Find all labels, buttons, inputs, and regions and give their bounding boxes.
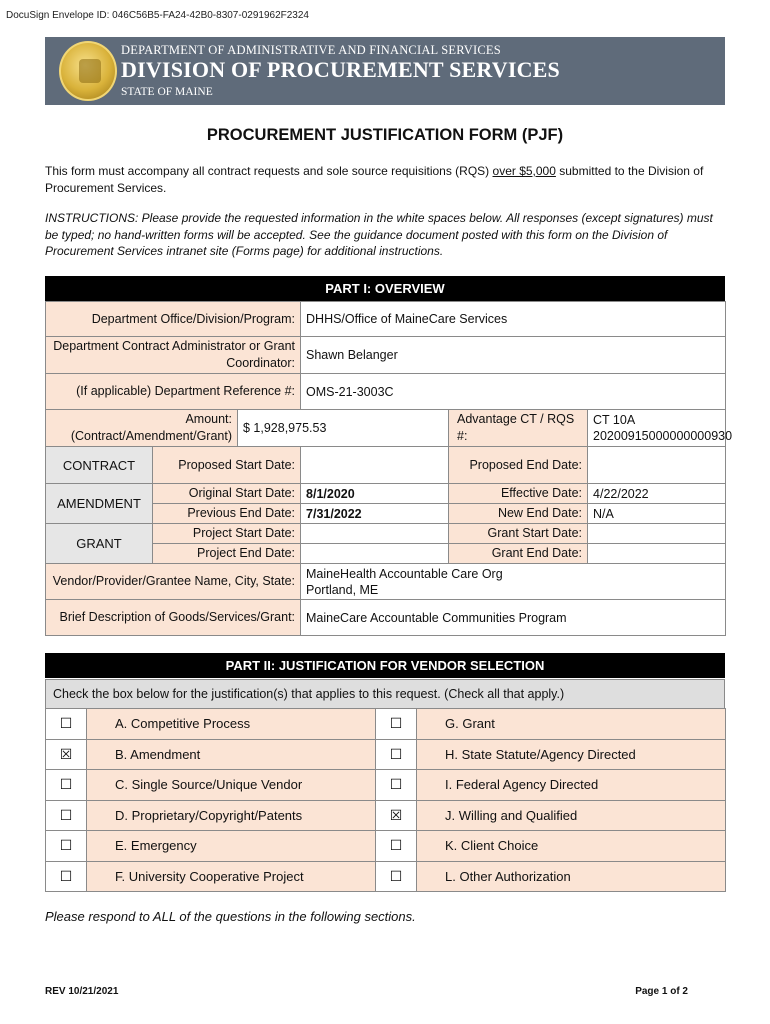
advantage-label: Advantage CT / RQS #: [449, 410, 588, 447]
justification-row [46, 739, 726, 770]
part1-heading: PART I: OVERVIEW [45, 276, 725, 301]
justification-table [45, 708, 726, 892]
justification-checkbox[interactable]: ☐ [376, 770, 417, 801]
previous-end-label: Previous End Date: [153, 504, 301, 524]
page-number: Page 1 of 2 [635, 986, 688, 997]
proposed-end-label: Proposed End Date: [449, 447, 588, 484]
grant-end-field[interactable] [588, 544, 726, 564]
justification-option: K. Client Choice [417, 831, 726, 862]
justification-option: F. University Cooperative Project [87, 861, 376, 892]
justification-checkbox[interactable]: ☒ [46, 739, 87, 770]
justification-option: I. Federal Agency Directed [417, 770, 726, 801]
justification-row [46, 770, 726, 801]
justification-row [46, 831, 726, 862]
justification-option: B. Amendment [87, 739, 376, 770]
part2-instruction: Check the box below for the justification(s) that applies to this request. (Check all that apply.) [45, 679, 725, 709]
proposed-start-field[interactable] [301, 447, 449, 484]
advantage-value-line1: CT 10A [593, 413, 636, 427]
vendor-name: MaineHealth Accountable Care Org [306, 566, 503, 581]
vendor-field[interactable] [301, 564, 726, 600]
department-label: Department Office/Division/Program: [46, 302, 301, 337]
justification-checkbox[interactable]: ☐ [46, 861, 87, 892]
grant-start-field[interactable] [588, 524, 726, 544]
state-seal-icon [59, 41, 117, 101]
part2-heading: PART II: JUSTIFICATION FOR VENDOR SELECTION [45, 653, 725, 678]
amount-label: Amount: (Contract/Amendment/Grant) [46, 410, 238, 447]
justification-checkbox[interactable]: ☐ [46, 709, 87, 740]
justification-checkbox[interactable]: ☐ [46, 800, 87, 831]
justification-checkbox[interactable]: ☐ [376, 831, 417, 862]
header-state: STATE OF MAINE [121, 86, 213, 98]
original-start-label: Original Start Date: [153, 484, 301, 504]
justification-row [46, 800, 726, 831]
admin-label: Department Contract Administrator or Grant Coordinator: [46, 337, 301, 374]
previous-end-field[interactable]: 7/31/2022 [301, 504, 449, 524]
justification-option: L. Other Authorization [417, 861, 726, 892]
intro-text-end: submitted to the Division of Procurement Services. [45, 164, 704, 195]
contract-label: CONTRACT [46, 447, 153, 484]
overview-table [45, 301, 733, 636]
grant-end-label: Grant End Date: [449, 544, 588, 564]
justification-checkbox[interactable]: ☐ [376, 861, 417, 892]
proposed-end-field[interactable] [588, 447, 726, 484]
project-end-field[interactable] [301, 544, 449, 564]
project-start-field[interactable] [301, 524, 449, 544]
intro-paragraph [45, 163, 725, 196]
reference-field[interactable]: OMS-21-3003C [301, 374, 726, 410]
admin-field[interactable]: Shawn Belanger [301, 337, 726, 374]
justification-option: J. Willing and Qualified [417, 800, 726, 831]
proposed-start-label: Proposed Start Date: [153, 447, 301, 484]
justification-row [46, 709, 726, 740]
revision-label: REV 10/21/2021 [45, 986, 119, 997]
justification-checkbox[interactable]: ☐ [376, 739, 417, 770]
instructions-paragraph: INSTRUCTIONS: Please provide the requested information in the white spaces below. All responses (except signatures) must be typed; no hand-written forms will be accepted. See the guidance document posted with this form on the Division of Procurement Services intranet site (Forms page) for additional instructions. [45, 211, 713, 258]
justification-option: D. Proprietary/Copyright/Patents [87, 800, 376, 831]
effective-date-field[interactable]: 4/22/2022 [588, 484, 726, 504]
justification-row [46, 861, 726, 892]
amount-field[interactable]: $ 1,928,975.53 [238, 410, 449, 447]
justification-option: H. State Statute/Agency Directed [417, 739, 726, 770]
header-banner [45, 37, 725, 105]
justification-checkbox[interactable]: ☐ [46, 831, 87, 862]
vendor-label: Vendor/Provider/Grantee Name, City, State: [46, 564, 301, 600]
justification-checkbox[interactable]: ☐ [46, 770, 87, 801]
department-field[interactable]: DHHS/Office of MaineCare Services [301, 302, 726, 337]
justification-option: G. Grant [417, 709, 726, 740]
advantage-field[interactable] [588, 410, 733, 447]
header-department: DEPARTMENT OF ADMINISTRATIVE AND FINANCIAL SERVICES [121, 43, 501, 57]
new-end-field[interactable]: N/A [588, 504, 726, 524]
reference-label: (If applicable) Department Reference #: [46, 374, 301, 410]
intro-threshold: over $5,000 [492, 164, 556, 178]
justification-option: E. Emergency [87, 831, 376, 862]
intro-text-start: This form must accompany all contract requests and sole source requisitions (RQS) [45, 164, 493, 178]
justification-checkbox[interactable]: ☒ [376, 800, 417, 831]
vendor-city: Portland, ME [306, 582, 379, 597]
form-title: PROCUREMENT JUSTIFICATION FORM (PJF) [206, 126, 564, 144]
advantage-value-line2: 20200915000000000930 [593, 429, 733, 443]
grant-label: GRANT [46, 524, 153, 564]
project-start-label: Project Start Date: [153, 524, 301, 544]
original-start-field[interactable]: 8/1/2020 [301, 484, 449, 504]
header-division: DIVISION OF PROCUREMENT SERVICES [121, 57, 560, 82]
effective-date-label: Effective Date: [449, 484, 588, 504]
description-field[interactable]: MaineCare Accountable Communities Program [301, 600, 726, 636]
grant-start-label: Grant Start Date: [449, 524, 588, 544]
docusign-envelope-id: DocuSign Envelope ID: 046C56B5-FA24-42B0-8307-0291962F2324 [6, 10, 309, 21]
project-end-label: Project End Date: [153, 544, 301, 564]
new-end-label: New End Date: [449, 504, 588, 524]
description-label: Brief Description of Goods/Services/Grant: [46, 600, 301, 636]
justification-option: A. Competitive Process [87, 709, 376, 740]
amendment-label: AMENDMENT [46, 484, 153, 524]
justification-checkbox[interactable]: ☐ [376, 709, 417, 740]
respond-note: Please respond to ALL of the questions in the following sections. [45, 909, 416, 924]
justification-option: C. Single Source/Unique Vendor [87, 770, 376, 801]
